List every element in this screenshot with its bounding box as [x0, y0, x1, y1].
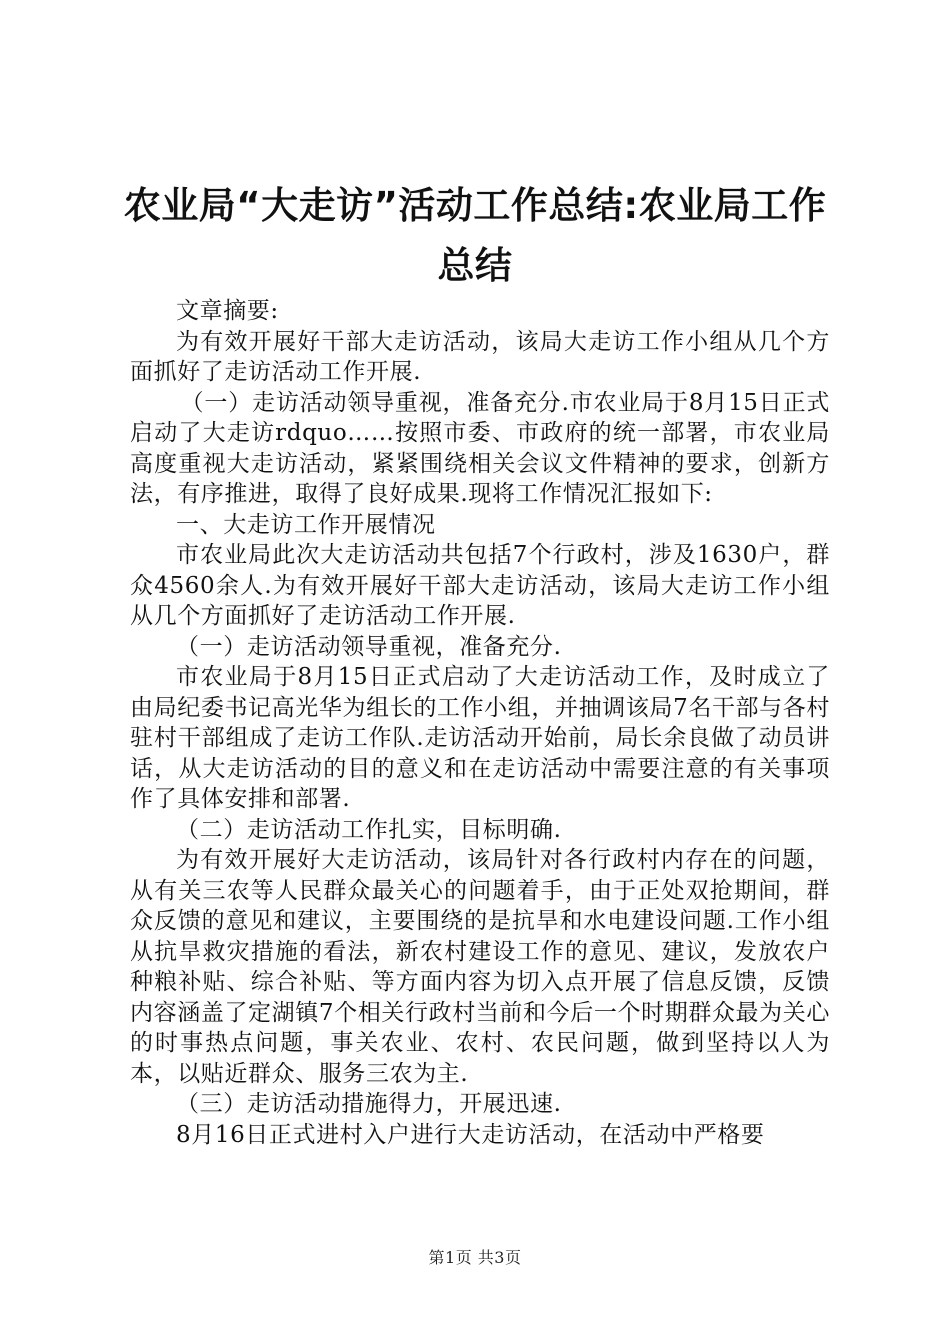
subsection-heading: （一）走访活动领导重视，准备充分. — [176, 633, 562, 660]
subsection-heading: （三）走访活动措施得力，开展迅速. — [176, 1091, 562, 1117]
paragraph-abstract-label: 文章摘要: — [176, 298, 279, 324]
paragraph: 8月16日正式进村入户进行大走访活动，在活动中严格要 — [176, 1121, 765, 1148]
paragraph: 为有效开展好大走访活动，该局针对各行政村内存在的问题，从有关三农等人民群众最关心的问题着手，由于正处双抢期间，群众反馈的意见和建议，主要围绕的是抗旱和水电建设问题.工作小组从抗旱救灾措施的看法，新农村建设工作的意见、建议，发放农户种粮补贴、综合补贴、等方面内容为切入点开展了信息反馈，反馈内容涵盖了定湖镇7个相关行政村当前和今后一个时期群众最为关心的时事热点问题，事关农业、农村、农民问题，做到坚持以人为本，以贴近群众、服务三农为主. — [130, 847, 830, 1087]
subsection-heading: （二）走访活动工作扎实，目标明确. — [176, 816, 562, 843]
document-title: 农业局“大走访”活动工作总结:农业局工作总结 — [123, 184, 827, 287]
paragraph: （一）走访活动领导重视，准备充分.市农业局于8月15日正式启动了大走访rdquo……按照市委、市政府的统一部署，市农业局高度重视大走访活动，紧紧围绕相关会议文件精神的要求，创新方法，有序推进，取得了良好成果.现将工作情况汇报如下: — [130, 389, 830, 507]
paragraph: 为有效开展好干部大走访活动，该局大走访工作小组从几个方面抓好了走访活动工作开展. — [130, 328, 830, 385]
page-footer: 第1页 共3页 — [428, 1248, 522, 1267]
section-heading: 一、大走访工作开展情况 — [176, 511, 436, 538]
paragraph: 市农业局此次大走访活动共包括7个行政村，涉及1630户，群众4560余人.为有效开展好干部大走访活动，该局大走访工作小组从几个方面抓好了走访活动工作开展. — [130, 542, 830, 629]
paragraph: 市农业局于8月15日正式启动了大走访活动工作，及时成立了由局纪委书记高光华为组长的工作小组，并抽调该局7名干部与各村驻村干部组成了走访工作队.走访活动开始前，局长余良做了动员讲话，从大走访活动的目的意义和在走访活动中需要注意的有关事项作了具体安排和部署. — [130, 664, 830, 812]
document-body — [130, 296, 830, 1150]
